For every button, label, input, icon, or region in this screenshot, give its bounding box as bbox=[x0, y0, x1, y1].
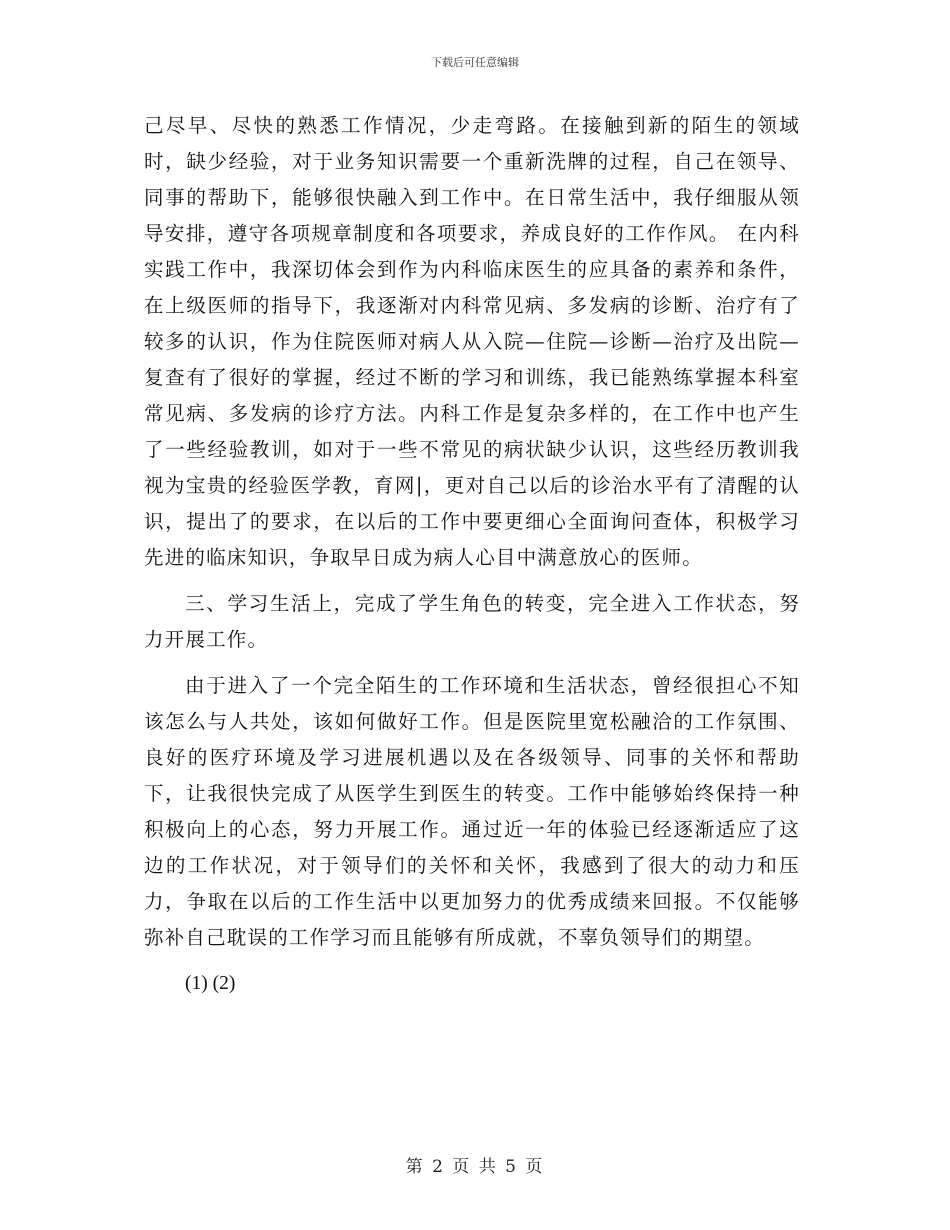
page-footer: 第 2 页 共 5 页 bbox=[405, 1157, 545, 1177]
document-body bbox=[144, 108, 800, 1012]
paragraph-adaptation: 由于进入了一个完全陌生的工作环境和生活状态，曾经很担心不知该怎么与人共处，该如何做好工作。但是医院里宽松融洽的工作氛围、良好的医疗环境及学习进展机遇以及在各级领导、同事的关怀和帮助下，让我很快完成了从医学生到医生的转变。工作中能够始终保持一种积极向上的心态，努力开展工作。通过近一年的体验已经逐渐适应了这边的工作状况，对于领导们的关怀和关怀，我感到了很大的动力和压力，争取在以后的工作生活中以更加努力的优秀成绩来回报。不仅能够弥补自己耽误的工作学习而且能够有所成就，不辜负领导们的期望。 bbox=[144, 674, 800, 949]
paragraph-continuation: 己尽早、尽快的熟悉工作情况，少走弯路。在接触到新的陌生的领域时，缺少经验，对于业务知识需要一个重新洗牌的过程，自己在领导、同事的帮助下，能够很快融入到工作中。在日常生活中，我仔细服从领导安排，遵守各项规章制度和各项要求，养成良好的工作作风。 在内科实践工作中，我深切体会到作为内科临床医生的应具备的素养和条件，在上级医师的指导下，我逐渐对内科常见病、多发病的诊断、治疗有了较多的认识，作为住院医师对病人从入院—住院—诊断—治疗及出院—复查有了很好的掌握，经过不断的学习和训练，我已能熟练掌握本科室常见病、多发病的诊疗方法。内科工作是复杂多样的，在工作中也产生了一些经验教训，如对于一些不常见的病状缺少认识，这些经历教训我视为宝贵的经验医学教，育网|，更对自己以后的诊治水平有了清醒的认识，提出了的要求，在以后的工作中要更细心全面询问查体，积极学习先进的临床知识，争取早日成为病人心目中满意放心的医师。 bbox=[144, 114, 800, 569]
page-header: 下载后可任意编辑 bbox=[431, 56, 519, 69]
paragraph-section-three-heading: 三、学习生活上，完成了学生角色的转变，完全进入工作状态，努力开展工作。 bbox=[144, 592, 800, 651]
footnote-references: (1) (2) bbox=[185, 973, 236, 994]
